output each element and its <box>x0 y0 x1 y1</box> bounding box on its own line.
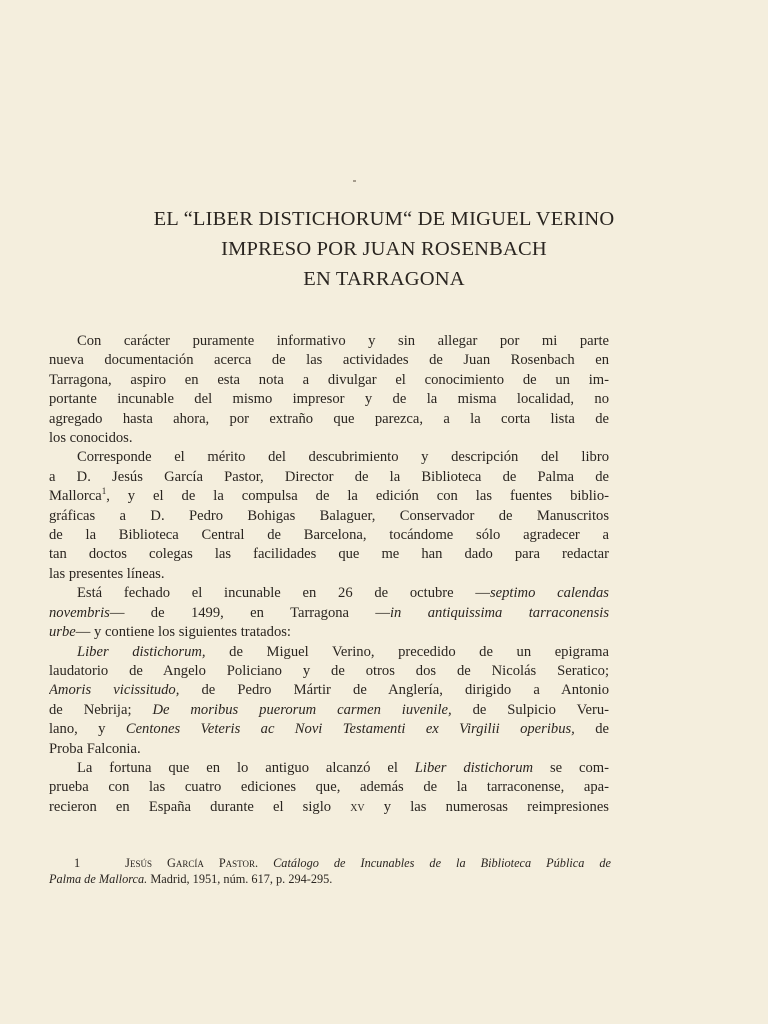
footnote-title: Catálogo de Incunables de la Biblioteca Pública de <box>273 856 611 870</box>
footnote-citation: Madrid, 1951, núm. 617, p. 294-295. <box>147 872 333 886</box>
body-line: Con carácter puramente informativo y sin allegar por mi parte <box>77 333 609 349</box>
body-line <box>49 798 609 817</box>
footnote-author: Jesús García Pastor. <box>125 856 259 870</box>
body-line <box>49 681 609 700</box>
body-line: prueba con las cuatro ediciones que, además de la tarraconense, apa- <box>49 779 609 796</box>
italic-run: Centones Veteris ac Novi Testamenti ex Virgilii operibus, <box>125 721 575 738</box>
text-run: se com- <box>533 759 609 776</box>
text-run: lano, y <box>49 721 126 738</box>
title-line-2: IMPRESO POR JUAN ROSENBACH <box>221 238 547 260</box>
text-run: Mallorca <box>49 488 102 505</box>
text-run: Está fechado el incunable en 26 de octubre — <box>77 585 490 602</box>
text-run: de Nebrija; <box>49 701 153 718</box>
body-line <box>49 720 609 739</box>
body-line <box>49 584 609 603</box>
body-line <box>49 623 609 642</box>
article-title <box>0 204 768 294</box>
footnote <box>49 855 611 887</box>
text-run: , y el de la compulsa de la edición con las fuentes biblio- <box>106 488 609 505</box>
text-run: de Pedro Mártir de Anglería, dirigido a Antonio <box>179 682 609 699</box>
italic-run: Liber distichorum, <box>77 643 206 660</box>
body-line <box>49 701 609 720</box>
body-line: gráficas a D. Pedro Bohigas Balaguer, Conservador de Manuscritos <box>49 507 609 524</box>
text-run: — de 1499, en Tarragona — <box>109 604 390 621</box>
body-line: Proba Falconia. <box>49 740 141 757</box>
italic-run: Liber distichorum <box>414 759 534 776</box>
body-line: portante incunable del mismo impresor y de la misma localidad, no <box>49 391 609 408</box>
body-line: tan doctos colegas las facilidades que me han dado para redactar <box>49 546 609 563</box>
title-line-3: EN TARRAGONA <box>303 268 465 290</box>
text-run: La fortuna que en lo antiguo alcanzó el <box>77 759 415 776</box>
body-line <box>49 643 609 662</box>
italic-run: De moribus puerorum carmen iuvenile, <box>152 701 452 718</box>
italic-run: urbe <box>49 624 76 641</box>
body-line <box>49 759 609 778</box>
body-line: las presentes líneas. <box>49 565 165 582</box>
footnote-line <box>49 871 611 887</box>
text-run: — y contiene los siguientes tratados: <box>75 624 291 641</box>
body-line: nueva documentación acerca de las actividades de Juan Rosenbach en <box>49 352 609 369</box>
text-run: de Sulpicio Veru- <box>451 701 609 718</box>
body-line: a D. Jesús García Pastor, Director de la Biblioteca de Palma de <box>49 468 609 485</box>
title-line-1: EL “LIBER DISTICHORUM“ DE MIGUEL VERINO <box>153 208 615 230</box>
text-run: de Miguel Verino, precedido de un epigrama <box>205 643 609 660</box>
body-line <box>49 604 609 623</box>
footnote-title: Palma de Mallorca. <box>49 872 148 886</box>
body-line: los conocidos. <box>49 430 133 447</box>
body-line <box>49 487 609 506</box>
text-run: recieron en España durante el siglo <box>49 798 351 815</box>
footnote-line <box>49 855 611 871</box>
small-caps-run: xv <box>350 798 365 815</box>
italic-run: in antiquissima tarraconensis <box>390 604 609 621</box>
body-line: Corresponde el mérito del descubrimiento y descripción del libro <box>77 449 609 466</box>
body-line: agregado hasta ahora, por extraño que parezca, a la corta lista de <box>49 410 609 427</box>
article-body <box>49 332 609 817</box>
body-line: Tarragona, aspiro en esta nota a divulgar el conocimiento de un im- <box>49 371 609 388</box>
text-run: y las numerosas reimpresiones <box>364 798 609 815</box>
italic-run: novembris <box>49 604 110 621</box>
body-line: de la Biblioteca Central de Barcelona, tocándome sólo agradecer a <box>49 527 609 544</box>
italic-run: septimo calendas <box>489 585 609 602</box>
page-mark <box>353 180 356 182</box>
italic-run: Amoris vicissitudo, <box>49 682 180 699</box>
text-run: de <box>574 721 609 738</box>
footnote-number: 1 <box>74 856 81 870</box>
body-line: laudatorio de Angelo Policiano y de otros dos de Nicolás Seratico; <box>49 662 609 679</box>
footnote-reference: 1 <box>101 487 107 497</box>
